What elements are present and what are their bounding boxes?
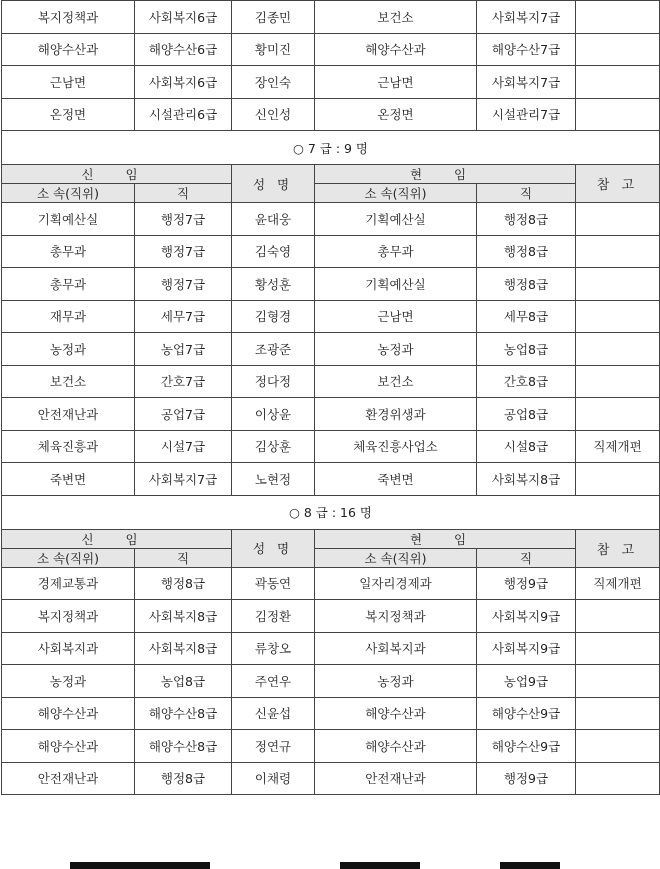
- note-cell: 직제개편: [576, 430, 660, 463]
- current-rank-cell: 공업8급: [477, 398, 576, 431]
- current-dept-cell: 보건소: [315, 365, 477, 398]
- new-dept-cell: 총무과: [2, 235, 135, 268]
- table-row: [2, 98, 660, 131]
- name-cell: 윤대웅: [232, 203, 315, 236]
- new-rank-cell: 농업8급: [135, 665, 232, 698]
- current-dept-cell: 환경위생과: [315, 398, 477, 431]
- current-rank-cell: 농업8급: [477, 333, 576, 366]
- new-rank-cell: 사회복지8급: [135, 600, 232, 633]
- note-cell: [576, 730, 660, 763]
- personnel-roster-table: [1, 0, 660, 795]
- current-dept-cell: 근남면: [315, 300, 477, 333]
- name-cell: 김정환: [232, 600, 315, 633]
- note-cell: 직제개편: [576, 567, 660, 600]
- name-cell: 김상훈: [232, 430, 315, 463]
- note-cell: [576, 235, 660, 268]
- current-dept-cell: 해양수산과: [315, 33, 477, 66]
- current-rank-cell: 행정8급: [477, 235, 576, 268]
- new-rank-cell: 해양수산8급: [135, 697, 232, 730]
- note-cell: [576, 762, 660, 795]
- current-rank-cell: 해양수산9급: [477, 730, 576, 763]
- name-cell: 이상윤: [232, 398, 315, 431]
- new-dept-cell: 안전재난과: [2, 762, 135, 795]
- header-note: 참 고: [576, 165, 660, 203]
- name-cell: 장인숙: [232, 66, 315, 99]
- name-cell: 이채령: [232, 762, 315, 795]
- header-name: 성 명: [232, 529, 315, 567]
- header-note: 참 고: [576, 529, 660, 567]
- note-cell: [576, 632, 660, 665]
- table-row: [2, 33, 660, 66]
- new-rank-cell: 행정7급: [135, 203, 232, 236]
- current-rank-cell: 사회복지7급: [477, 1, 576, 34]
- table-row: [2, 697, 660, 730]
- table-row: [2, 430, 660, 463]
- current-dept-cell: 복지정책과: [315, 600, 477, 633]
- table-row: [2, 300, 660, 333]
- table-row: [2, 203, 660, 236]
- current-rank-cell: 사회복지8급: [477, 463, 576, 496]
- current-rank-cell: 행정8급: [477, 203, 576, 236]
- current-rank-cell: 행정9급: [477, 567, 576, 600]
- table-row: [2, 665, 660, 698]
- current-dept-cell: 해양수산과: [315, 697, 477, 730]
- current-dept-cell: 온정면: [315, 98, 477, 131]
- note-cell: [576, 203, 660, 236]
- current-rank-cell: 사회복지9급: [477, 632, 576, 665]
- header-current-post: 현 임: [315, 165, 576, 184]
- current-rank-cell: 간호8급: [477, 365, 576, 398]
- current-dept-cell: 죽변면: [315, 463, 477, 496]
- table-row: [2, 268, 660, 301]
- new-dept-cell: 해양수산과: [2, 730, 135, 763]
- table-row: [2, 463, 660, 496]
- current-rank-cell: 행정8급: [477, 268, 576, 301]
- current-dept-cell: 기획예산실: [315, 203, 477, 236]
- current-dept-cell: 해양수산과: [315, 730, 477, 763]
- new-dept-cell: 복지정책과: [2, 600, 135, 633]
- name-cell: 노현정: [232, 463, 315, 496]
- name-cell: 류창오: [232, 632, 315, 665]
- new-dept-cell: 보건소: [2, 365, 135, 398]
- current-dept-cell: 일자리경제과: [315, 567, 477, 600]
- roster-body: [2, 1, 660, 795]
- new-dept-cell: 사회복지과: [2, 632, 135, 665]
- note-cell: [576, 398, 660, 431]
- table-row: [2, 600, 660, 633]
- table-row: [2, 66, 660, 99]
- cropped-footer-text: [0, 860, 660, 869]
- current-rank-cell: 시설관리7급: [477, 98, 576, 131]
- header-row-sub: [2, 184, 660, 203]
- new-dept-cell: 총무과: [2, 268, 135, 301]
- new-rank-cell: 사회복지8급: [135, 632, 232, 665]
- name-cell: 김종민: [232, 1, 315, 34]
- current-dept-cell: 기획예산실: [315, 268, 477, 301]
- table-row: [2, 333, 660, 366]
- new-rank-cell: 간호7급: [135, 365, 232, 398]
- current-dept-cell: 농정과: [315, 333, 477, 366]
- new-rank-cell: 해양수산6급: [135, 33, 232, 66]
- current-rank-cell: 농업9급: [477, 665, 576, 698]
- name-cell: 황미진: [232, 33, 315, 66]
- section-title-row: [2, 131, 660, 165]
- note-cell: [576, 463, 660, 496]
- note-cell: [576, 697, 660, 730]
- name-cell: 황성훈: [232, 268, 315, 301]
- name-cell: 신윤섭: [232, 697, 315, 730]
- new-rank-cell: 공업7급: [135, 398, 232, 431]
- new-rank-cell: 사회복지6급: [135, 66, 232, 99]
- table-row: [2, 235, 660, 268]
- header-new-dept: 소 속(직위): [2, 548, 135, 567]
- header-current-dept: 소 속(직위): [315, 548, 477, 567]
- current-dept-cell: 체육진흥사업소: [315, 430, 477, 463]
- header-row-sub: [2, 548, 660, 567]
- note-cell: [576, 66, 660, 99]
- current-dept-cell: 농정과: [315, 665, 477, 698]
- note-cell: [576, 33, 660, 66]
- header-new-rank: 직: [135, 184, 232, 203]
- new-rank-cell: 행정7급: [135, 235, 232, 268]
- current-rank-cell: 사회복지9급: [477, 600, 576, 633]
- table-row: [2, 365, 660, 398]
- name-cell: 정다정: [232, 365, 315, 398]
- header-new-post: 신 임: [2, 165, 232, 184]
- table-row: [2, 632, 660, 665]
- note-cell: [576, 600, 660, 633]
- new-dept-cell: 경제교통과: [2, 567, 135, 600]
- new-dept-cell: 해양수산과: [2, 33, 135, 66]
- header-current-rank: 직: [477, 184, 576, 203]
- table-row: [2, 1, 660, 34]
- current-rank-cell: 행정9급: [477, 762, 576, 795]
- current-dept-cell: 총무과: [315, 235, 477, 268]
- new-dept-cell: 죽변면: [2, 463, 135, 496]
- name-cell: 김숙영: [232, 235, 315, 268]
- section-title: ○ 7 급 : 9 명: [2, 131, 660, 165]
- new-dept-cell: 농정과: [2, 333, 135, 366]
- note-cell: [576, 268, 660, 301]
- current-dept-cell: 보건소: [315, 1, 477, 34]
- name-cell: 신인성: [232, 98, 315, 131]
- table-row: [2, 398, 660, 431]
- new-rank-cell: 사회복지7급: [135, 463, 232, 496]
- note-cell: [576, 1, 660, 34]
- current-rank-cell: 시설8급: [477, 430, 576, 463]
- new-dept-cell: 기획예산실: [2, 203, 135, 236]
- current-rank-cell: 세무8급: [477, 300, 576, 333]
- new-rank-cell: 해양수산8급: [135, 730, 232, 763]
- current-rank-cell: 해양수산9급: [477, 697, 576, 730]
- note-cell: [576, 98, 660, 131]
- section-title: ○ 8 급 : 16 명: [2, 495, 660, 529]
- header-new-dept: 소 속(직위): [2, 184, 135, 203]
- header-current-rank: 직: [477, 548, 576, 567]
- name-cell: 김형경: [232, 300, 315, 333]
- name-cell: 조광준: [232, 333, 315, 366]
- current-dept-cell: 근남면: [315, 66, 477, 99]
- header-row-group: [2, 529, 660, 548]
- name-cell: 곽동연: [232, 567, 315, 600]
- header-row-group: [2, 165, 660, 184]
- new-dept-cell: 농정과: [2, 665, 135, 698]
- new-dept-cell: 해양수산과: [2, 697, 135, 730]
- new-dept-cell: 체육진흥과: [2, 430, 135, 463]
- header-current-post: 현 임: [315, 529, 576, 548]
- new-dept-cell: 근남면: [2, 66, 135, 99]
- current-rank-cell: 사회복지7급: [477, 66, 576, 99]
- new-rank-cell: 행정8급: [135, 567, 232, 600]
- header-current-dept: 소 속(직위): [315, 184, 477, 203]
- table-row: [2, 567, 660, 600]
- header-new-post: 신 임: [2, 529, 232, 548]
- current-rank-cell: 해양수산7급: [477, 33, 576, 66]
- new-dept-cell: 온정면: [2, 98, 135, 131]
- header-name: 성 명: [232, 165, 315, 203]
- new-rank-cell: 시설7급: [135, 430, 232, 463]
- section-title-row: [2, 495, 660, 529]
- new-rank-cell: 행정8급: [135, 762, 232, 795]
- name-cell: 주연우: [232, 665, 315, 698]
- note-cell: [576, 333, 660, 366]
- new-rank-cell: 세무7급: [135, 300, 232, 333]
- header-new-rank: 직: [135, 548, 232, 567]
- note-cell: [576, 665, 660, 698]
- new-dept-cell: 재무과: [2, 300, 135, 333]
- current-dept-cell: 사회복지과: [315, 632, 477, 665]
- new-rank-cell: 행정7급: [135, 268, 232, 301]
- new-dept-cell: 복지정책과: [2, 1, 135, 34]
- new-dept-cell: 안전재난과: [2, 398, 135, 431]
- table-row: [2, 762, 660, 795]
- new-rank-cell: 시설관리6급: [135, 98, 232, 131]
- new-rank-cell: 농업7급: [135, 333, 232, 366]
- name-cell: 정연규: [232, 730, 315, 763]
- current-dept-cell: 안전재난과: [315, 762, 477, 795]
- table-row: [2, 730, 660, 763]
- new-rank-cell: 사회복지6급: [135, 1, 232, 34]
- note-cell: [576, 300, 660, 333]
- note-cell: [576, 365, 660, 398]
